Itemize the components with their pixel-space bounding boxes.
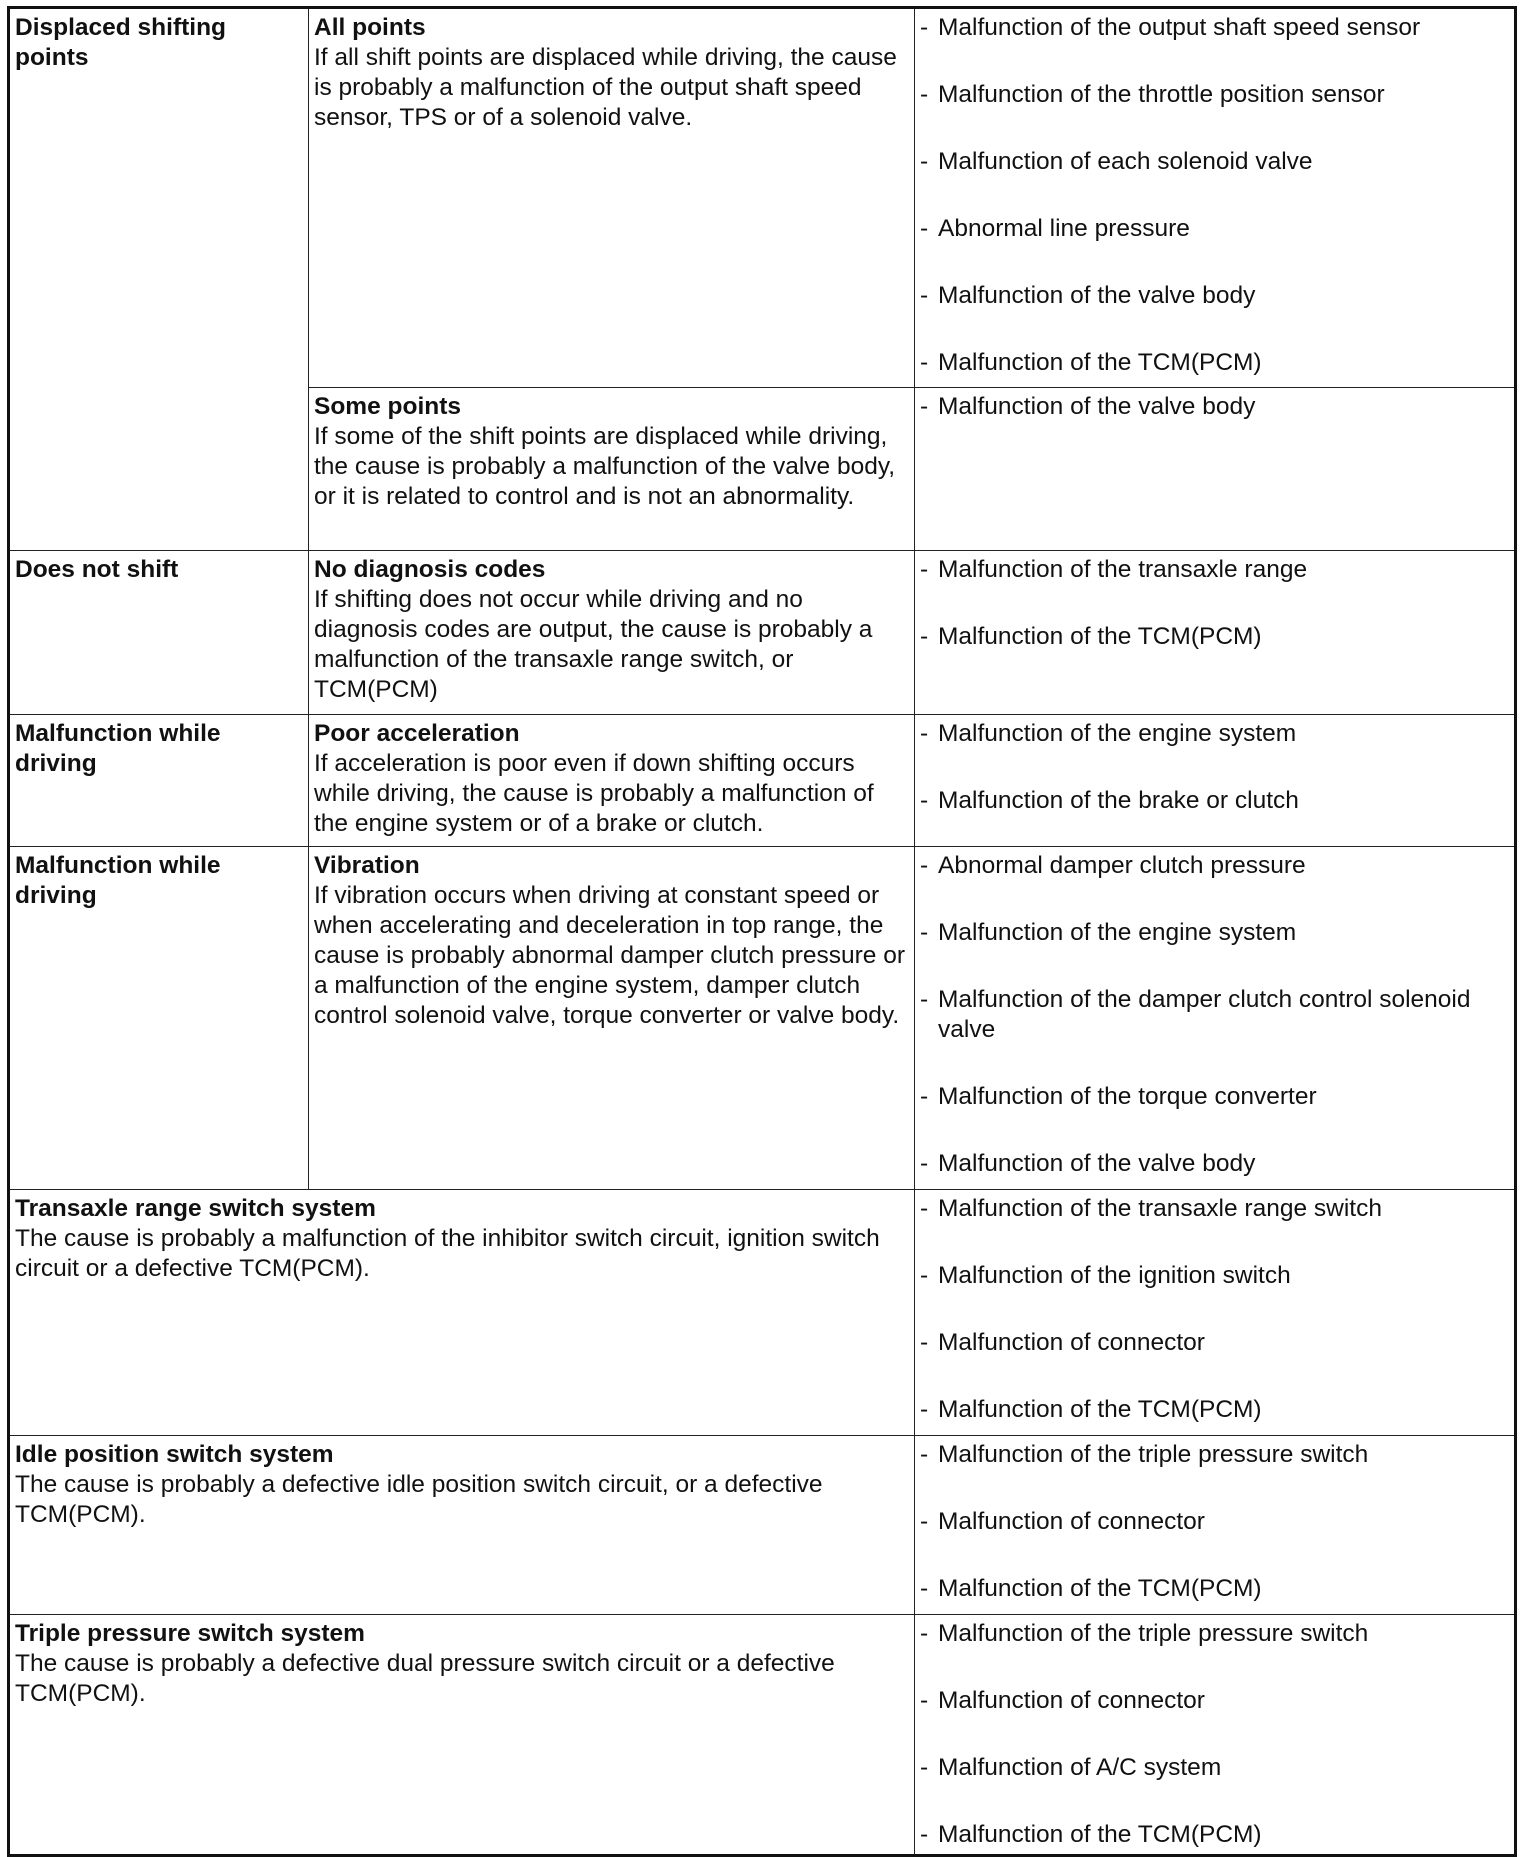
dash-bullet: -	[920, 1083, 929, 1110]
dash-bullet: -	[920, 852, 929, 879]
dash-bullet: -	[920, 1575, 929, 1602]
causes-list	[920, 1194, 1508, 1425]
cause-item	[920, 1753, 1508, 1783]
description-cell	[309, 8, 915, 388]
cause-item	[920, 918, 1508, 948]
causes-cell	[915, 1615, 1516, 1856]
causes-cell	[915, 551, 1516, 715]
description-text: If vibration occurs when driving at constant speed or when accelerating and deceleration in top range, the cause is probably abnormal damper clutch pressure or a malfunction of the engine system, damper clutch control solenoid valve, torque converter or valve body.	[314, 882, 906, 1029]
description-cell	[9, 1615, 915, 1856]
dash-bullet: -	[920, 1620, 929, 1647]
table-row	[9, 1436, 1516, 1615]
cause-text: Malfunction of the TCM(PCM)	[938, 349, 1262, 376]
cause-item	[920, 985, 1508, 1045]
dash-bullet: -	[920, 148, 929, 175]
cause-text: Malfunction of the transaxle range switch	[938, 1195, 1382, 1222]
causes-cell	[915, 1190, 1516, 1436]
cause-item	[920, 1082, 1508, 1112]
cause-text: Malfunction of the TCM(PCM)	[938, 623, 1262, 650]
cause-text: Malfunction of connector	[938, 1329, 1205, 1356]
dash-bullet: -	[920, 720, 929, 747]
dash-bullet: -	[920, 787, 929, 814]
cause-text: Malfunction of the TCM(PCM)	[938, 1821, 1262, 1848]
dash-bullet: -	[920, 1150, 929, 1177]
description-title: Triple pressure switch system	[15, 1620, 365, 1647]
dash-bullet: -	[920, 393, 929, 420]
causes-list	[920, 851, 1508, 1179]
dash-bullet: -	[920, 919, 929, 946]
cause-text: Malfunction of the TCM(PCM)	[938, 1575, 1262, 1602]
cause-text: Malfunction of the torque converter	[938, 1083, 1317, 1110]
dash-bullet: -	[920, 349, 929, 376]
causes-list	[920, 1619, 1508, 1850]
dash-bullet: -	[920, 1441, 929, 1468]
dash-bullet: -	[920, 282, 929, 309]
dash-bullet: -	[920, 1508, 929, 1535]
description-cell	[309, 388, 915, 551]
description-text: If all shift points are displaced while driving, the cause is probably a malfunction of the output shaft speed sensor, TPS or of a solenoid valve.	[314, 44, 897, 131]
cause-text: Malfunction of the damper clutch control solenoid valve	[938, 986, 1471, 1043]
dash-bullet: -	[920, 1821, 929, 1848]
troubleshooting-table	[7, 6, 1517, 1857]
table-row	[9, 8, 1516, 388]
description-title: No diagnosis codes	[314, 556, 546, 583]
dash-bullet: -	[920, 986, 929, 1013]
cause-text: Malfunction of the triple pressure switch	[938, 1620, 1369, 1647]
description-cell	[309, 551, 915, 715]
description-title: Poor acceleration	[314, 720, 520, 747]
description-text: If shifting does not occur while driving and no diagnosis codes are output, the cause is probably a malfunction of the transaxle range switch, or TCM(PCM)	[314, 586, 873, 703]
cause-text: Malfunction of the valve body	[938, 282, 1256, 309]
description-cell	[309, 715, 915, 847]
cause-item	[920, 719, 1508, 749]
cause-item	[920, 1440, 1508, 1470]
cause-item	[920, 1194, 1508, 1224]
table-row	[9, 847, 1516, 1190]
dash-bullet: -	[920, 1262, 929, 1289]
description-text: If acceleration is poor even if down shifting occurs while driving, the cause is probably a malfunction of the engine system or of a brake or clutch.	[314, 750, 874, 837]
description-text: If some of the shift points are displaced while driving, the cause is probably a malfunction of the valve body, or it is related to control and is not an abnormality.	[314, 423, 896, 510]
cause-item	[920, 1574, 1508, 1604]
table-row	[9, 1190, 1516, 1436]
cause-text: Malfunction of connector	[938, 1508, 1205, 1535]
cause-item	[920, 1395, 1508, 1425]
symptom-cell: Malfunction while driving	[9, 847, 309, 1190]
dash-bullet: -	[920, 1754, 929, 1781]
description-cell	[9, 1190, 915, 1436]
causes-list	[920, 392, 1508, 422]
description-text: The cause is probably a malfunction of the inhibitor switch circuit, ignition switch circuit or a defective TCM(PCM).	[15, 1225, 880, 1282]
description-cell	[9, 1436, 915, 1615]
cause-text: Malfunction of the valve body	[938, 393, 1256, 420]
cause-text: Abnormal line pressure	[938, 215, 1190, 242]
dash-bullet: -	[920, 556, 929, 583]
dash-bullet: -	[920, 1329, 929, 1356]
cause-text: Malfunction of the engine system	[938, 919, 1297, 946]
description-title: All points	[314, 14, 426, 41]
dash-bullet: -	[920, 81, 929, 108]
cause-text: Malfunction of the throttle position sensor	[938, 81, 1385, 108]
cause-text: Malfunction of each solenoid valve	[938, 148, 1313, 175]
dash-bullet: -	[920, 1687, 929, 1714]
table-row	[9, 715, 1516, 847]
causes-list	[920, 555, 1508, 652]
description-text: The cause is probably a defective dual pressure switch circuit or a defective TCM(PCM).	[15, 1650, 835, 1707]
causes-list	[920, 719, 1508, 816]
cause-item	[920, 1261, 1508, 1291]
cause-item	[920, 13, 1508, 43]
dash-bullet: -	[920, 1396, 929, 1423]
cause-text: Malfunction of the brake or clutch	[938, 787, 1299, 814]
cause-item	[920, 392, 1508, 422]
table-row	[9, 551, 1516, 715]
cause-item	[920, 80, 1508, 110]
causes-list	[920, 1440, 1508, 1604]
cause-text: Malfunction of the output shaft speed sensor	[938, 14, 1421, 41]
cause-item	[920, 348, 1508, 378]
symptom-cell: Malfunction while driving	[9, 715, 309, 847]
cause-item	[920, 1619, 1508, 1649]
dash-bullet: -	[920, 215, 929, 242]
cause-text: Malfunction of the triple pressure switch	[938, 1441, 1369, 1468]
symptom-cell: Displaced shifting points	[9, 8, 309, 551]
symptom-cell: Does not shift	[9, 551, 309, 715]
cause-item	[920, 786, 1508, 816]
causes-cell	[915, 715, 1516, 847]
description-text: The cause is probably a defective idle position switch circuit, or a defective TCM(PCM).	[15, 1471, 823, 1528]
cause-item	[920, 1507, 1508, 1537]
description-title: Transaxle range switch system	[15, 1195, 376, 1222]
causes-cell	[915, 8, 1516, 388]
dash-bullet: -	[920, 14, 929, 41]
cause-item	[920, 281, 1508, 311]
causes-list	[920, 13, 1508, 378]
description-title: Idle position switch system	[15, 1441, 334, 1468]
dash-bullet: -	[920, 623, 929, 650]
description-title: Vibration	[314, 852, 420, 879]
cause-item	[920, 851, 1508, 881]
description-title: Some points	[314, 393, 462, 420]
cause-item	[920, 1820, 1508, 1850]
causes-cell	[915, 388, 1516, 551]
dash-bullet: -	[920, 1195, 929, 1222]
cause-text: Malfunction of the ignition switch	[938, 1262, 1291, 1289]
causes-cell	[915, 1436, 1516, 1615]
cause-item	[920, 1149, 1508, 1179]
cause-item	[920, 147, 1508, 177]
cause-item	[920, 555, 1508, 585]
cause-text: Malfunction of the engine system	[938, 720, 1297, 747]
cause-item	[920, 1686, 1508, 1716]
causes-cell	[915, 847, 1516, 1190]
cause-text: Malfunction of A/C system	[938, 1754, 1222, 1781]
cause-text: Malfunction of the valve body	[938, 1150, 1256, 1177]
cause-text: Malfunction of connector	[938, 1687, 1205, 1714]
cause-item	[920, 214, 1508, 244]
cause-text: Abnormal damper clutch pressure	[938, 852, 1306, 879]
cause-text: Malfunction of the TCM(PCM)	[938, 1396, 1262, 1423]
cause-text: Malfunction of the transaxle range	[938, 556, 1308, 583]
table-row	[9, 1615, 1516, 1856]
cause-item	[920, 1328, 1508, 1358]
cause-item	[920, 622, 1508, 652]
description-cell	[309, 847, 915, 1190]
